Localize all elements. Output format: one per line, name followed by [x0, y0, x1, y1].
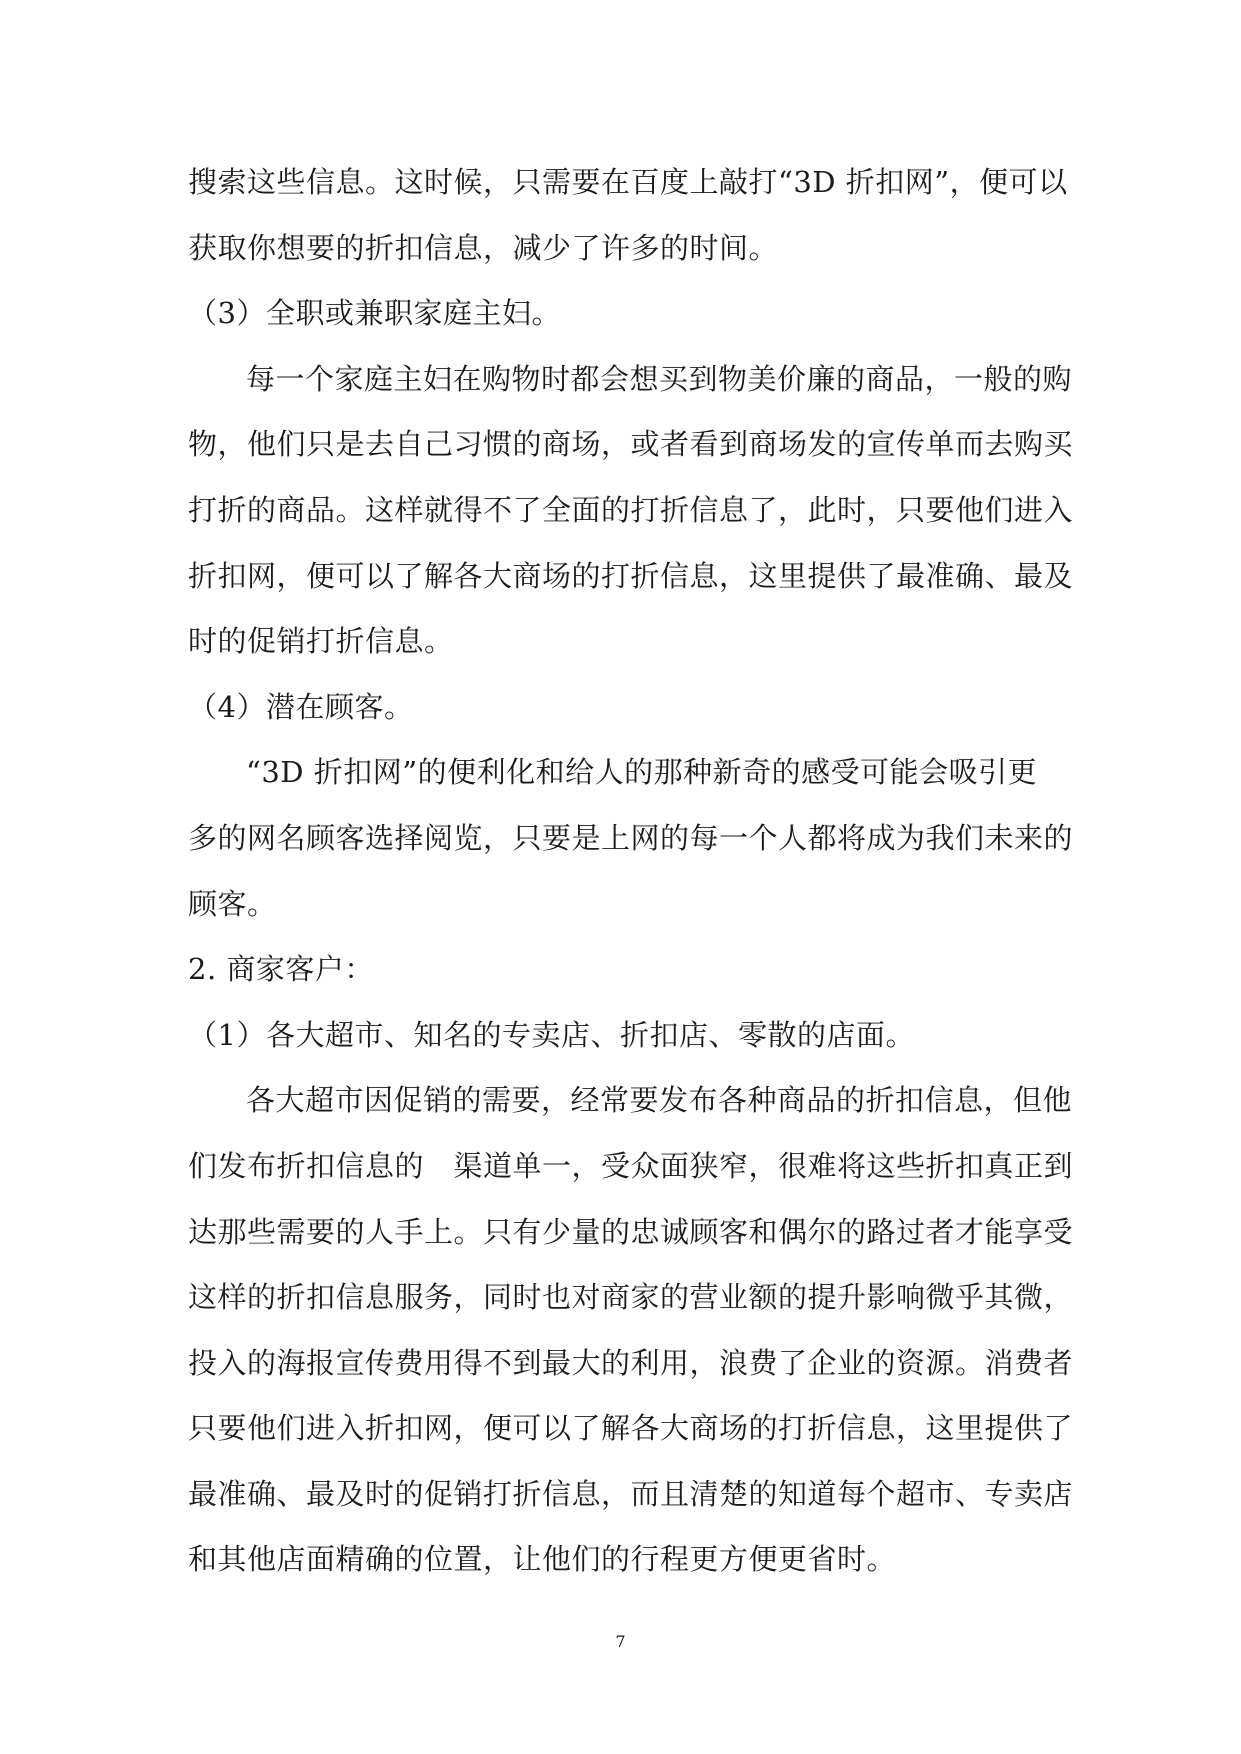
text-line: 最准确、最及时的促销打折信息，而且清楚的知道每个超市、专卖店	[188, 1476, 1074, 1511]
text-line: 每一个家庭主妇在购物时都会想买到物美价廉的商品，一般的购	[246, 361, 1073, 396]
text-line: 获取你想要的折扣信息，减少了许多的时间。	[188, 230, 779, 265]
text-line: 这样的折扣信息服务，同时也对商家的营业额的提升影响微乎其微，	[188, 1280, 1074, 1315]
text-line: 时的促销打折信息。	[188, 624, 454, 659]
text-line: 投入的海报宣传费用得不到最大的利用，浪费了企业的资源。消费者	[188, 1345, 1074, 1380]
text-line: 物，他们只是去自己习惯的商场，或者看到商场发的宣传单而去购买	[188, 427, 1074, 462]
text-line: “3D 折扣网”的便利化和给人的那种新奇的感受可能会吸引更	[246, 755, 1038, 790]
text-line: 折扣网，便可以了解各大商场的打折信息，这里提供了最准确、最及	[188, 558, 1074, 593]
text-line: 只要他们进入折扣网，便可以了解各大商场的打折信息，这里提供了	[188, 1411, 1074, 1446]
text-line: （3）全职或兼职家庭主妇。	[188, 296, 561, 331]
text-line: 多的网名顾客选择阅览，只要是上网的每一个人都将成为我们未来的	[188, 820, 1074, 855]
text-line: 打折的商品。这样就得不了全面的打折信息了，此时，只要他们进入	[188, 492, 1074, 527]
text-line: 们发布折扣信息的 渠道单一，受众面狭窄，很难将这些折扣真正到	[188, 1148, 1074, 1183]
body-text	[188, 150, 1074, 1593]
text-line: 达那些需要的人手上。只有少量的忠诚顾客和偶尔的路过者才能享受	[188, 1214, 1074, 1249]
text-line: （1）各大超市、知名的专卖店、折扣店、零散的店面。	[188, 1017, 915, 1052]
text-line: （4）潜在顾客。	[188, 689, 414, 724]
text-line: 2. 商家客户：	[188, 952, 374, 987]
page-number: 7	[615, 1632, 626, 1651]
text-line: 和其他店面精确的位置，让他们的行程更方便更省时。	[188, 1542, 897, 1577]
text-line: 搜索这些信息。这时候，只需要在百度上敲打“3D 折扣网”，便可以	[188, 165, 1068, 199]
text-line: 顾客。	[188, 886, 277, 921]
text-line: 各大超市因促销的需要，经常要发布各种商品的折扣信息，但他	[246, 1083, 1073, 1118]
